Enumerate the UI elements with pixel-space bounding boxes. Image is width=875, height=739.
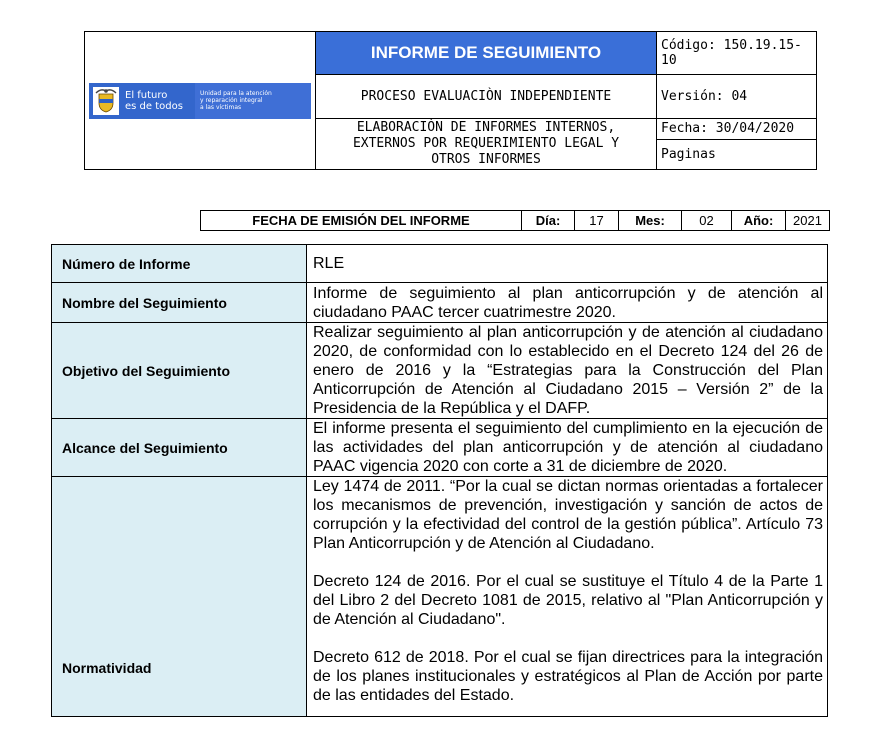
elaboracion (316, 119, 657, 170)
paginas: Paginas (661, 147, 716, 162)
elaboracion-line2: EXTERNOS POR REQUERIMIENTO LEGAL Y (352, 136, 620, 151)
alcance-value: El informe presenta el seguimiento del cumplimiento en la ejecución de las actividades del plan anticorrupción y de atención al ciudadano PAAC vigencia 2020 con corte a 31 de diciembre de 2020. (307, 419, 828, 477)
numero-value: RLE (307, 245, 828, 283)
version: Versión: 04 (657, 75, 817, 119)
nombre-label: Nombre del Seguimiento (52, 283, 307, 323)
proceso: PROCESO EVALUACIÒN INDEPENDIENTE (316, 75, 657, 119)
normatividad-decreto-612: Decreto 612 de 2018. Por el cual se fijan directrices para la integración de los planes institucionales y estratégicos al Plan de Acción por parte de las entidades del Estado. (313, 649, 823, 704)
normatividad-value (307, 477, 828, 717)
logo-text-line2: es de todos (125, 100, 183, 112)
logo-sub-line3: a las víctimas (200, 104, 242, 111)
logo-sub-line2: y reparación integral (200, 97, 263, 104)
codigo: Código: 150.19.15-10 (657, 32, 817, 75)
elaboracion-line1: ELABORACIÓN DE INFORMES INTERNOS, (356, 120, 616, 135)
table-row (52, 283, 828, 323)
numero-label: Número de Informe (52, 245, 307, 283)
fecha-paginas-cell (657, 119, 817, 170)
objetivo-label: Objetivo del Seguimiento (52, 323, 307, 419)
mes-value: 02 (682, 211, 732, 230)
logo-text-line1: El futuro (125, 89, 168, 101)
fecha-emision-bar (200, 210, 830, 231)
fecha-version: Fecha: 30/04/2020 (657, 119, 816, 140)
normatividad-decreto-124: Decreto 124 de 2016. Por el cual se sustituye el Título 4 de la Parte 1 del Libro 2 del Decreto 1081 de 2015, relativo al "Plan Anticorrupción y de Atención al Ciudadano". (313, 573, 823, 628)
alcance-label: Alcance del Seguimiento (52, 419, 307, 477)
institution-logo (89, 83, 311, 119)
elaboracion-line3: OTROS INFORMES (431, 152, 541, 167)
table-row (52, 323, 828, 419)
table-row (52, 419, 828, 477)
anio-value: 2021 (793, 213, 822, 228)
document-header (84, 31, 817, 170)
logo-cell (85, 32, 316, 170)
dia-label: Día: (522, 211, 575, 230)
nombre-value: Informe de seguimiento al plan anticorrupción y de atención al ciudadano PAAC tercer cuatrimestre 2020. (307, 283, 828, 323)
table-row (52, 477, 828, 717)
report-title: INFORME DE SEGUIMIENTO (316, 32, 657, 75)
table-row (52, 245, 828, 283)
report-details-table (51, 244, 828, 717)
objetivo-value: Realizar seguimiento al plan anticorrupción y de atención al ciudadano 2020, de conformidad con lo establecido en el Decreto 124 del 26 de enero de 2016 y la “Estrategias para la Construcción del Plan Anticorrupción de Atención al Ciudadano 2015 – Versión 2” de la Presidencia de la República y el DAFP. (307, 323, 828, 419)
anio-label: Año: (732, 211, 786, 230)
fecha-emision-label: FECHA DE EMISIÓN DEL INFORME (201, 211, 522, 230)
coat-of-arms-icon (93, 87, 119, 115)
normatividad-label: Normatividad (52, 477, 307, 717)
logo-sub-line1: Unidad para la atención (200, 90, 272, 97)
mes-label: Mes: (619, 211, 682, 230)
normatividad-ley-1474: Ley 1474 de 2011. “Por la cual se dictan normas orientadas a fortalecer los mecanismos de prevención, investigación y sanción de actos de corrupción y la efectividad del control de la gestión pública”. Artículo 73 Plan Anticorrupción y de Atención al Ciudadano. (313, 478, 823, 552)
dia-value: 17 (575, 211, 619, 230)
